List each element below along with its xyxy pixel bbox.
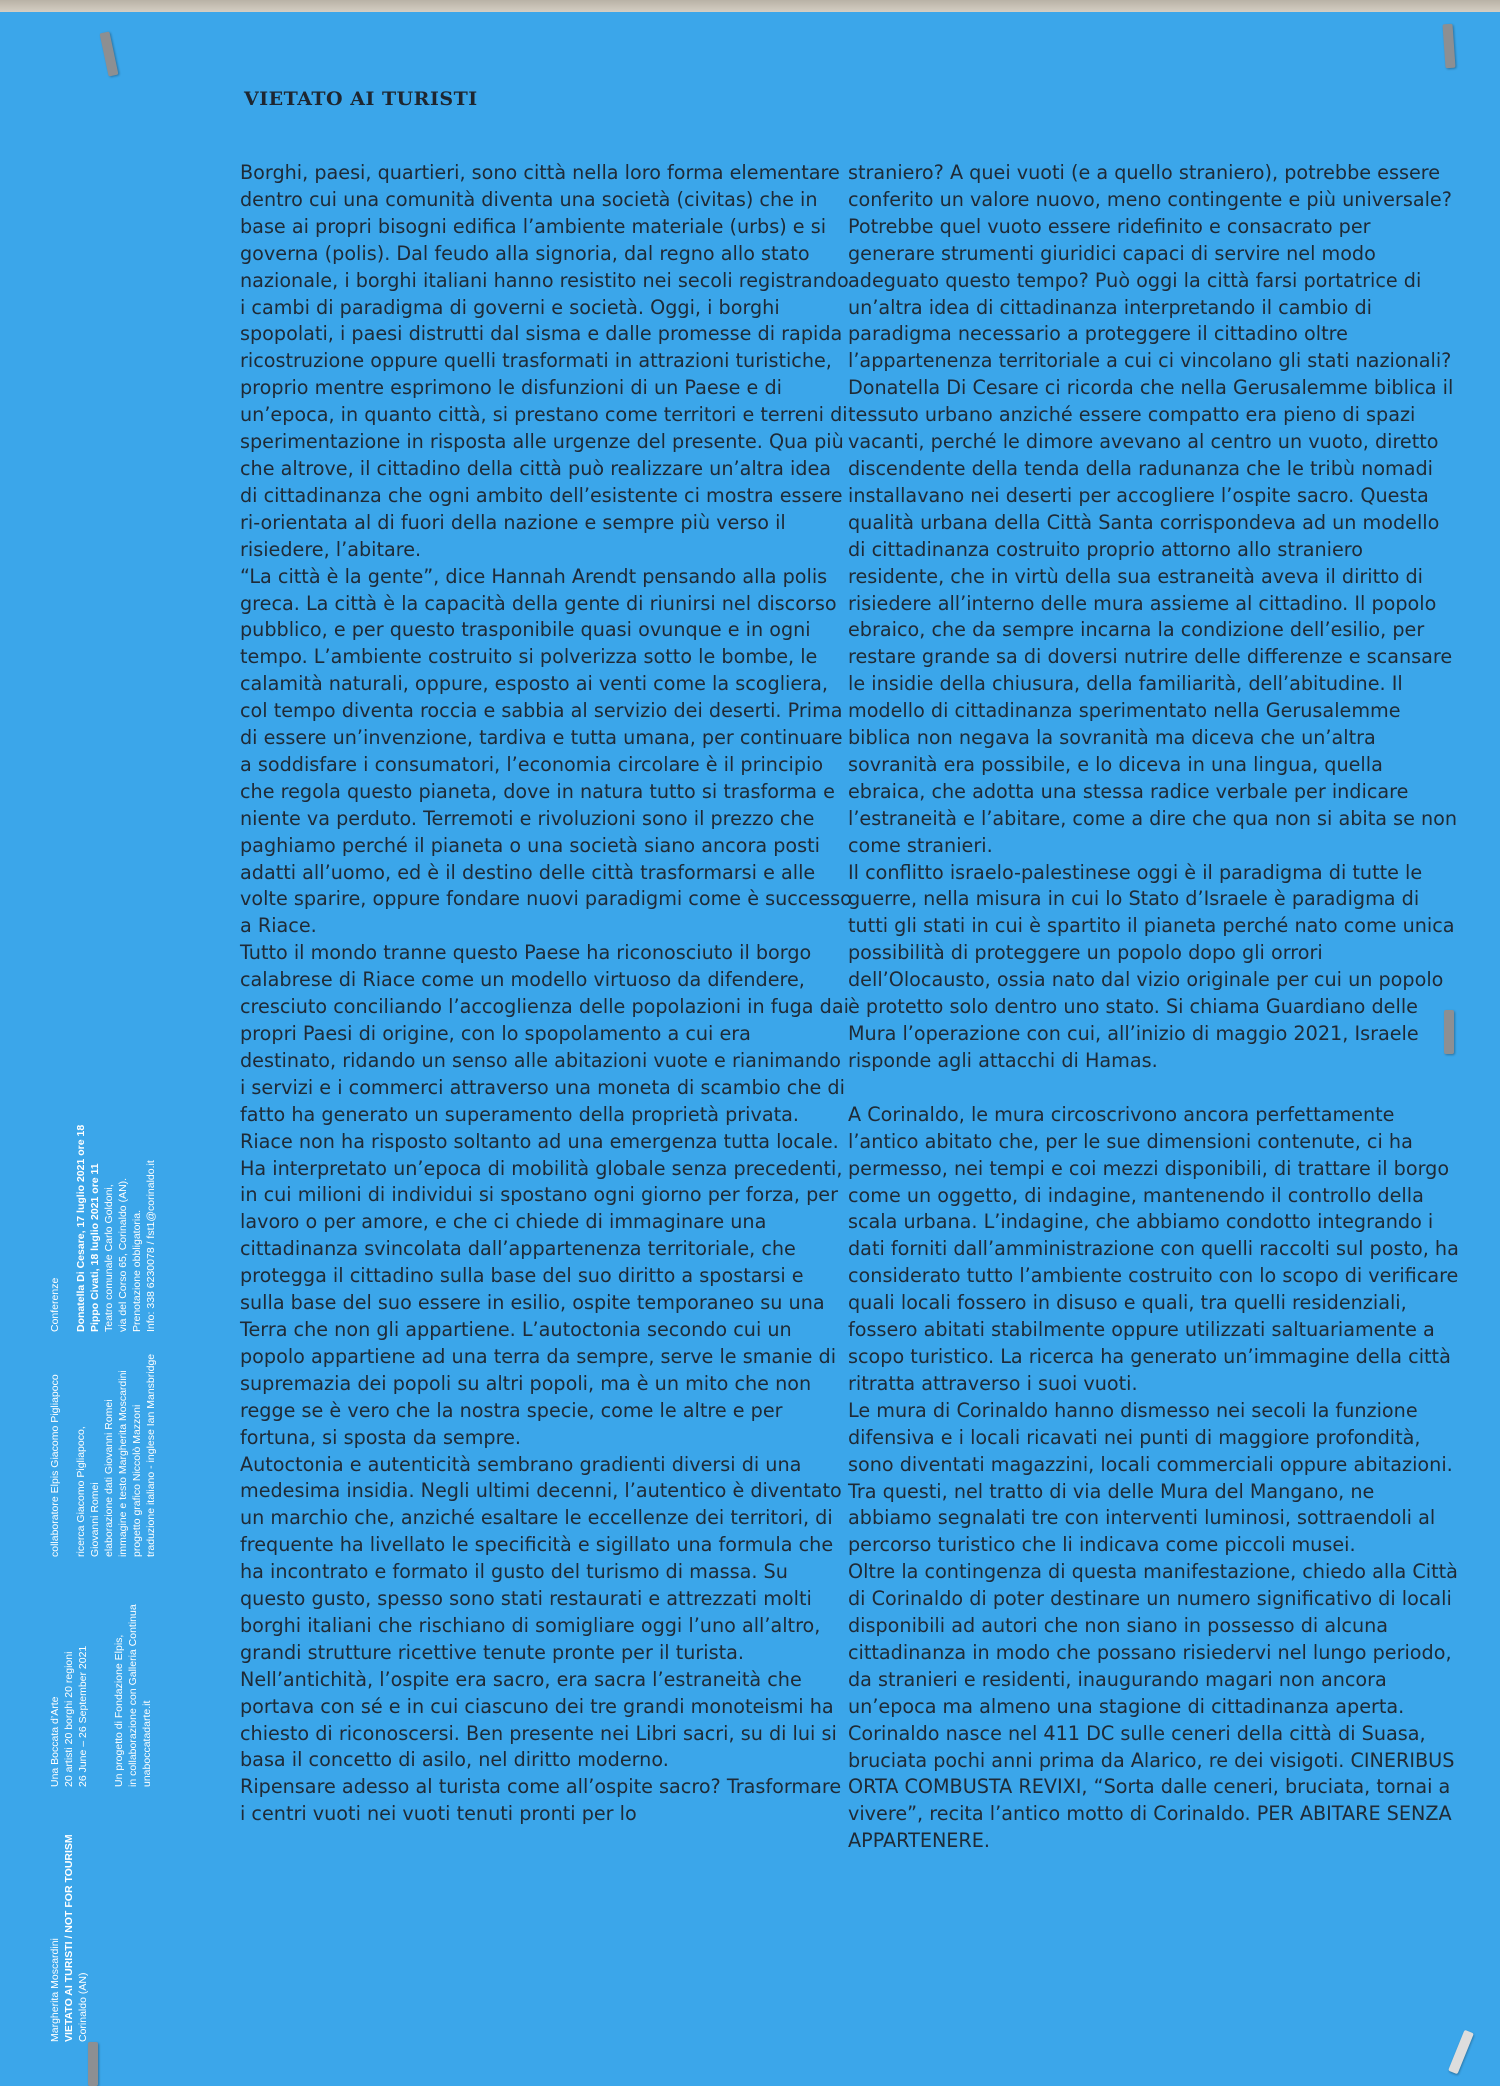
colophon-line: traduzione italiano - inglese Ian Mansbridge — [145, 1353, 157, 1557]
poster-title: VIETATO AI TURISTI — [244, 88, 478, 110]
paragraph: straniero? A quei vuoti (e a quello straniero), potrebbe essere conferito un valore nuovo, meno contingente e più universale? Potrebbe quel vuoto essere ridefinito e consacrato per generare strumenti giuridici capaci di servire nel modo adeguato questo tempo? Può oggi la città farsi portatrice di un’altra idea di cittadinanza interpretando il cambio di paradigma necessario a proteggere il cittadino oltre l’appartenenza territoriale a cui ci vincolano gli stati nazionali? — [848, 161, 1452, 373]
binder-clip-top-left — [100, 31, 119, 76]
binder-clip-bottom-right — [1448, 2030, 1474, 2075]
colophon-line: Teatro comunale Carlo Goldoni, — [103, 1184, 115, 1332]
colophon-line: Giovanni Romei — [89, 1482, 101, 1557]
paragraph: Le mura di Corinaldo hanno dismesso nei secoli la funzione difensiva e i locali ricavati nei punti di maggiore profondità, sono diventati magazzini, locali commerciali oppure abitazioni. Tra questi, nel tratto di via delle Mura del Mangano, ne abbiamo segnalati tre con interventi luminosi, sottraendoli al percorso turistico che li indicava come piccoli musei. — [848, 1398, 1453, 1557]
paragraph-gap — [848, 1075, 1460, 1102]
colophon-credits — [74, 1354, 158, 1557]
paragraph: Oltre la contingenza di questa manifestazione, chiedo alla Città di Corinaldo di poter destinare un numero significativo di locali disponibili ad autori che non siano in possesso di alcuna cittadinanza in modo che possano risiedervi nel lungo periodo, da stranieri e residenti, inaugurando magari non ancora un’epoca ma almeno una stagione di cittadinanza aperta. — [848, 1560, 1458, 1718]
poster-sheet — [0, 12, 1500, 2086]
paragraph: Corinaldo nasce nel 411 DC sulle ceneri della città di Suasa, bruciata pochi anni prima da Alarico, re dei visigoti. CINERIBUS ORTA COMBUSTA REVIXI, “Sorta dalle ceneri, bruciata, tornai a vivere”, recita l’antico motto di Corinaldo. PER ABITARE SENZA APPARTENERE. — [848, 1721, 1455, 1853]
paragraph: Autoctonia e autenticità sembrano gradienti diversi di una medesima insidia. Negli ultimi decenni, l’autentico è diventato un marchio che, anziché esaltare le eccellenze dei territori, di frequente ha livellato le specificità e sigillato una formula che ha incontrato e formato il gusto del turismo di massa. Su questo gusto, spesso sono stati restaurati e attrezzati molti borghi italiani che rischiano di somigliare oggi l’uno all’altro, grandi strutture ricettive tenute pronte per il turista. — [240, 1452, 842, 1664]
colophon-line: Una Boccata d’Arte — [49, 1696, 61, 1787]
colophon-artist — [48, 1834, 90, 2042]
colophon-line: immagine e testo Margherita Moscardini — [117, 1370, 129, 1557]
colophon-line: collaboratore Elpis Giacomo Pigliapoco — [49, 1374, 61, 1557]
colophon-line: Corinaldo (AN) — [77, 1972, 89, 2042]
paragraph: Tutto il mondo tranne questo Paese ha riconosciuto il borgo calabrese di Riace come un modello virtuoso da difendere, cresciuto conciliando l’accoglienza delle popolazioni in fuga dai propri Paesi di origine, con lo spopolamento a cui era destinato, ridando un senso alle abitazioni vuote e rianimando i servizi e i commerci attraverso una moneta di scambio che di fatto ha generato un superamento della proprietà privata. Riace non ha risposto soltanto ad una emergenza tutta locale. Ha interpretato un’epoca di mobilità globale senza precedenti, in cui milioni di individui si spostano ogni giorno per forza, per lavoro o per amore, e che ci chiede di immaginare una cittadinanza svincolata dall’appartenenza territoriale, che protegga il cittadino sulla base del suo diritto a spostarsi e sulla base del suo essere in esilio, ospite temporaneo su una Terra che non gli appartiene. L’autoctonia secondo cui un popolo appartiene ad una terra da sempre, serve le smanie di supremazia dei popoli su altri popoli, ma è un mito che non regge se è vero che la nostra specie, come le altre e per fortuna, si sposta da sempre. — [240, 941, 849, 1449]
paragraph: Borghi, paesi, quartieri, sono città nella loro forma elementare dentro cui una comunità diventa una società (civitas) che in base ai propri bisogni edifica l’ambiente materiale (urbs) e si governa (polis). Dal feudo alla signoria, dal regno allo stato nazionale, i borghi italiani hanno resistito nei secoli registrando i cambi di paradigma di governi e società. Oggi, i borghi spopolati, i paesi distrutti dal sisma e dalle promesse di rapida ricostruzione oppure quelli trasformati in attrazioni turistiche, proprio mentre esprimono le disfunzioni di un Paese e di un’epoca, in quanto città, si prestano come territori e terreni di sperimentazione in risposta alle urgenze del presente. Qua più che altrove, il cittadino della città può realizzare un’altra idea di cittadinanza che ogni ambito dell’esistente ci mostra essere ri-orientata al di fuori della nazione e sempre più verso il risiedere, l’abitare. — [240, 161, 849, 561]
paragraph: “La città è la gente”, dice Hannah Arendt pensando alla polis greca. La città è la capacità della gente di riunirsi nel discorso pubblico, e per questo trasponibile quasi ovunque e in ogni tempo. L’ambiente costruito si polverizza sotto le bombe, le calamità naturali, oppure, esposto ai venti come la scogliera, col tempo diventa roccia e sabbia al servizio dei deserti. Prima di essere un’invenzione, tardiva e tutta umana, per continuare a soddisfare i consumatori, l’economia circolare è il principio che regola questo pianeta, dove in natura tutto si trasforma e niente va perduto. Terremoti e rivoluzioni sono il prezzo che paghiamo perché il pianeta o una società siano ancora posti adatti all’uomo, ed è il destino delle città trasformarsi e alle volte sparire, oppure fondare nuovi paradigmi come è successo a Riace. — [240, 564, 852, 938]
paragraph: A Corinaldo, le mura circoscrivono ancora perfettamente l’antico abitato che, per le sue dimensioni contenute, ci ha permesso, nei tempi e coi mezzi disponibili, di trattare il borgo come un oggetto, di indagine, mantenendo il controllo della scala urbana. L’indagine, che abbiamo condotto integrando i dati forniti dall’amministrazione con quelli raccolti sul posto, ha considerato tutto l’ambiente costruito con lo scopo di verificare quali locali fossero in disuso e quali, tra quelli residenziali, fossero abitati stabilmente oppure utilizzati saltuariamente a scopo turistico. La ricerca ha generato un’immagine della città ritratta attraverso i suoi vuoti. — [848, 1102, 1459, 1395]
colophon-line: Margherita Moscardini — [49, 1938, 61, 2042]
colophon-line: ricerca Giacomo Pigliapoco, — [75, 1426, 87, 1557]
essay-column-left — [240, 160, 852, 1828]
colophon-line: in collaborazione con Galleria Continua — [127, 1604, 139, 1787]
paragraph: Nell’antichità, l’ospite era sacro, era sacra l’estraneità che portava con sé e in cui ciascuno dei tre grandi monoteismi ha chiesto di riconoscersi. Ben presente nei Libri sacri, su di lui si basa il concetto di asilo, nel diritto moderno. — [240, 1667, 837, 1772]
binder-clip-top-right — [1442, 24, 1455, 69]
colophon-line: Un progetto di Fondazione Elpis, — [113, 1634, 125, 1787]
colophon-line: via del Corso 65, Corinaldo (AN). — [117, 1177, 129, 1332]
colophon-line: progetto grafico Niccolò Mazzoni — [131, 1404, 143, 1557]
colophon-line: Conferenze — [49, 1277, 61, 1332]
colophon-line: 20 artisti 20 borghi 20 regioni — [63, 1651, 75, 1787]
colophon-organizer — [112, 1604, 154, 1787]
colophon-line: unaboccatadarte.it — [141, 1700, 153, 1787]
binder-clip-bottom-left — [88, 2042, 98, 2086]
essay-column-right — [848, 160, 1460, 1855]
colophon-line: Pippo Civati, 18 luglio 2021 ore 11 — [89, 1163, 101, 1332]
colophon-line: 26 June – 26 September 2021 — [77, 1645, 89, 1787]
colophon-project — [48, 1646, 90, 1787]
colophon-conferences — [74, 1125, 158, 1332]
colophon-line: Donatella Di Cesare, 17 luglio 2021 ore 18 — [75, 1124, 87, 1332]
colophon-line: Prenotazione obbligatoria. — [131, 1209, 143, 1332]
paragraph: Il conflitto israelo-palestinese oggi è il paradigma di tutte le guerre, nella misura in cui lo Stato d’Israele è paradigma di tutti gli stati in cui è spartito il pianeta perché nato come unica possibilità di proteggere un popolo dopo gli orrori dell’Olocausto, ossia nato dal vizio originale per cui un popolo è protetto solo dentro uno stato. Si chiama Guardiano delle Mura l’operazione con cui, all’inizio di maggio 2021, Israele risponde agli attacchi di Hamas. — [848, 860, 1455, 1072]
colophon-line: Info: 338 6230078 / fst1@corinaldo.it — [145, 1160, 157, 1332]
colophon-conferences-head — [48, 1278, 62, 1332]
colophon-credits-head — [48, 1374, 62, 1557]
colophon-line: VIETATO AI TURISTI / NOT FOR TOURISM — [63, 1834, 75, 2042]
paragraph: Donatella Di Cesare ci ricorda che nella Gerusalemme biblica il tessuto urbano anziché essere compatto era pieno di spazi vacanti, perché le dimore avevano al centro un vuoto, diretto discendente della tenda della radunanza che le tribù nomadi installavano nei deserti per accogliere l’ospite sacro. Questa qualità urbana della Città Santa corrispondeva ad un modello di cittadinanza costruito proprio attorno allo straniero residente, che in virtù della sua estraneità aveva il diritto di risiedere all’interno delle mura assieme al cittadino. Il popolo ebraico, che da sempre incarna la condizione dell’esilio, per restare grande sa di doversi nutrire delle differenze e scansare le insidie della chiusura, della familiarità, dell’abitudine. Il modello di cittadinanza sperimentato nella Gerusalemme biblica non negava la sovranità ma diceva che un’altra sovranità era possibile, e lo diceva in una lingua, quella ebraica, che adotta una stessa radice verbale per indicare l’estraneità e l’abitare, come a dire che qua non si abita se non come stranieri. — [848, 376, 1458, 857]
paragraph: Ripensare adesso al turista come all’ospite sacro? Trasformare i centri vuoti nei vuoti tenuti pronti per lo — [240, 1775, 842, 1826]
colophon-line: elaborazione dati Giovanni Romei — [103, 1399, 115, 1557]
